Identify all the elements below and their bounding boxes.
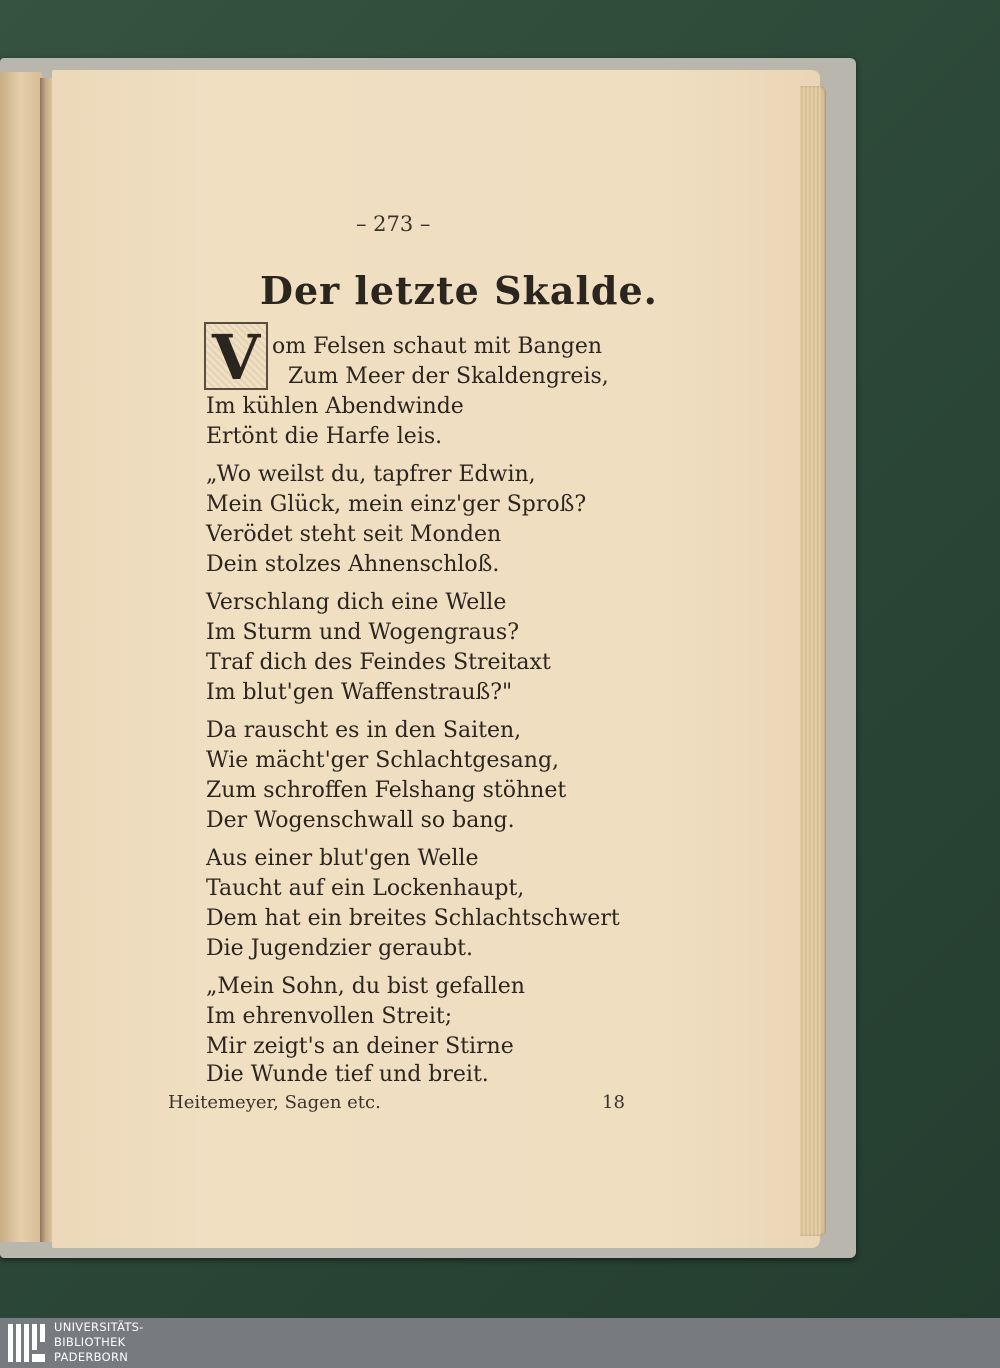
verse-line: Verschlang dich eine Welle: [206, 590, 507, 615]
verse-line: Dein stolzes Ahnenschloß.: [206, 552, 500, 577]
verse-line: Taucht auf ein Lockenhaupt,: [206, 876, 525, 901]
verse-line: Wie mächt'ger Schlachtgesang,: [206, 748, 560, 773]
library-footer-bar: [0, 1318, 1000, 1368]
verse-line: Der Wogenschwall so bang.: [206, 808, 515, 833]
page-footer-source: Heitemeyer, Sagen etc.: [168, 1092, 381, 1113]
verse-line: Im blut'gen Waffenstrauß?": [206, 680, 513, 705]
verse-line: Im kühlen Abendwinde: [206, 394, 464, 419]
verse-line: Die Jugendzier geraubt.: [206, 936, 474, 961]
library-name-line: PADERBORN: [54, 1350, 129, 1364]
page-number: – 273 –: [356, 212, 431, 236]
verse-line: om Felsen schaut mit Bangen: [272, 334, 603, 359]
verse-line: Traf dich des Feindes Streitaxt: [206, 650, 551, 675]
verse-line: Zum schroffen Felshang stöhnet: [206, 778, 567, 803]
verse-line: Da rauscht es in den Saiten,: [206, 718, 522, 743]
page-block-edge: [800, 86, 826, 1236]
verse-line: „Wo weilst du, tapfrer Edwin,: [206, 462, 536, 487]
university-library-logo-icon: [6, 1322, 48, 1364]
library-name-line: BIBLIOTHEK: [54, 1335, 126, 1349]
left-page-edge: [0, 72, 42, 1242]
page-footer-signature: 18: [602, 1092, 625, 1113]
verse-line: Zum Meer der Skaldengreis,: [288, 364, 609, 389]
verse-line: Ertönt die Harfe leis.: [206, 424, 443, 449]
library-name-line: UNIVERSITÄTS-: [54, 1320, 144, 1334]
verse-line: „Mein Sohn, du bist gefallen: [206, 974, 525, 999]
verse-line: Verödet steht seit Monden: [206, 522, 502, 547]
verse-line: Aus einer blut'gen Welle: [206, 846, 479, 871]
decorated-initial: V: [204, 322, 268, 390]
verse-line: Mir zeigt's an deiner Stirne: [206, 1034, 514, 1059]
verse-line: Im Sturm und Wogengraus?: [206, 620, 520, 645]
verse-line: Die Wunde tief und breit.: [206, 1062, 489, 1087]
library-name: [54, 1320, 144, 1365]
poem-title: Der letzte Skalde.: [260, 268, 658, 313]
verse-line: Dem hat ein breites Schlachtschwert: [206, 906, 620, 931]
verse-line: Im ehrenvollen Streit;: [206, 1004, 453, 1029]
verse-line: Mein Glück, mein einz'ger Sproß?: [206, 492, 587, 517]
